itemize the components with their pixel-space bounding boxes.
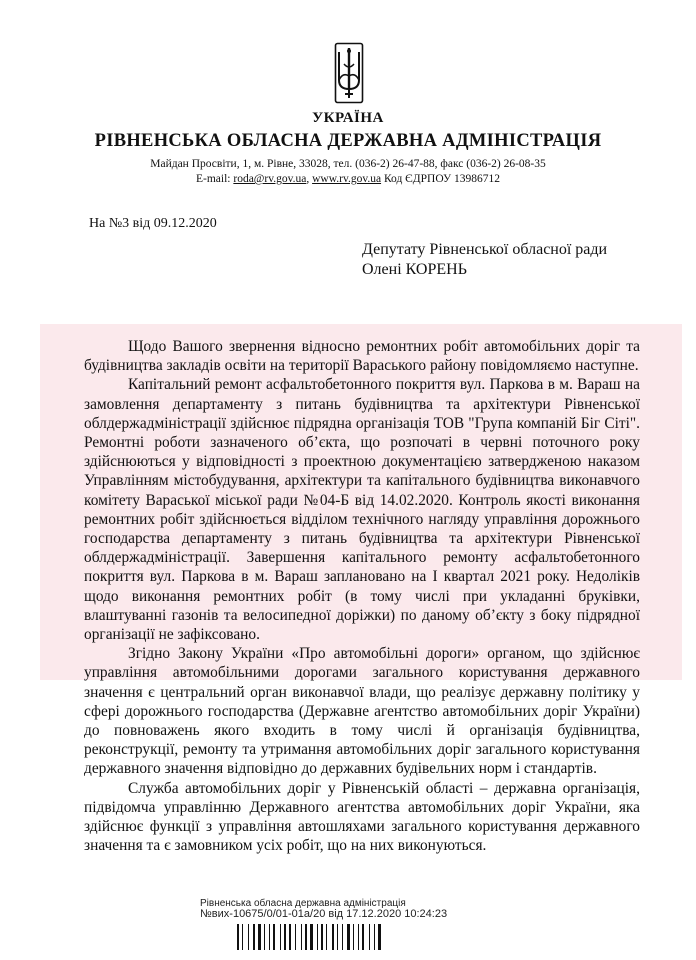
barcode-bar (362, 924, 364, 950)
agency-title: РІВНЕНСЬКА ОБЛАСНА ДЕРЖАВНА АДМІНІСТРАЦІЯ (94, 131, 602, 151)
barcode-bar (321, 924, 323, 950)
addressee-block (362, 240, 607, 280)
barcode-bar (237, 924, 239, 950)
barcode-bar (317, 924, 318, 950)
barcode-bar (242, 924, 243, 950)
registration-stamp (200, 898, 447, 920)
barcode-bar (264, 924, 265, 950)
stamp-registration: №вих-10675/0/01-01а/20 від 17.12.2020 10:24:23 (200, 908, 448, 920)
paragraph-repair: Капітальний ремонт асфальтобетонного покриття вул. Паркова в м. Вараш на замовлення департаменту з питань будівництва та архітектури Рівненської облдержадміністрації здійснює підрядна організація ТОВ "Група компаній Біг Сіті". Ремонтні роботи зазначеного об’єкта, що розпочаті в червні поточного року здійснюються у відповідності з проектною документацією затвердженою наказом Управлінням містобудування, архітектури та капітального будівництва виконавчого комітету Вараської міської ради №04-Б від 14.02.2020. Контроль якості виконання ремонтних робіт здійснюється відділом технічного нагляду управління дорожнього господарства департаменту з питань будівництва та архітектури Рівненської облдержадміністрації. Завершення капітального ремонту асфальтобетонного покриття вул. Паркова в м. Вараш заплановано на І квартал 2021 року. Недоліків щодо виконання ремонтних робіт (в тому числі при укладанні бруківки, влаштуванні газонів та велосипедної доріжки) по даному об’єкту з боку підрядної організації не зафіксовано. (84, 376, 640, 644)
barcode-bar (369, 924, 370, 950)
email-link[interactable]: roda@rv.gov.ua (233, 173, 307, 185)
barcode-bar (374, 924, 375, 950)
addressee-position: Депутату Рівненської обласної ради (362, 241, 608, 258)
barcode-bar (273, 924, 275, 950)
barcode-bar (332, 924, 334, 950)
email-label: E-mail: (195, 173, 231, 185)
paragraph-service: Служба автомобільних доріг у Рівненській області – державна організація, підвідомча управлінню Державного агентства автомобільних доріг України, яка здійснює функції з управління автошляхами загального користування державного значення та є замовником усіх робіт, що на них виконуються. (84, 779, 640, 855)
stamp-organization: Рівненська обласна державна адміністрація (200, 898, 406, 909)
barcode-bar (248, 924, 249, 950)
barcode-bar (347, 924, 350, 950)
barcode-bar (295, 924, 296, 950)
barcode-bar (289, 924, 291, 950)
barcode-bar (258, 924, 261, 950)
agency-contacts: E-mail: roda@rv.gov.ua, www.rv.gov.ua Код ЄДРПОУ 13986712 (195, 173, 500, 185)
paragraph-intro: Щодо Вашого звернення відносно ремонтних робіт автомобільних доріг та будівництва закладів освіти на території Вараського району повідомляємо наступне. (84, 338, 640, 375)
barcode-bar (253, 924, 255, 950)
addressee-name: Олені КОРЕНЬ (362, 261, 467, 278)
trident-emblem-icon (334, 42, 364, 104)
edrpou-code: Код ЄДРПОУ 13986712 (383, 173, 500, 185)
barcode-bar (353, 924, 354, 950)
barcode-bar (301, 924, 302, 950)
barcode-bar (280, 924, 281, 950)
barcode-bar (284, 924, 286, 950)
barcode-bar (337, 924, 338, 950)
barcode-bar (310, 924, 313, 950)
letter-body (84, 337, 640, 855)
reference-number: На №3 від 09.12.2020 (89, 216, 217, 231)
barcode-bar (305, 924, 307, 950)
barcode-bar (326, 924, 327, 950)
website-link[interactable]: www.rv.gov.ua (312, 173, 382, 185)
paragraph-law: Згідно Закону України «Про автомобільні дороги» органом, що здійснює управління автомобільними дорогами загального користування державного значення є центральний орган виконавчої влади, що реалізує державну політику у сфері дорожнього господарства (Державне агентство автомобільних доріг України) до повноважень якого входить в тому числі й організація будівництва, реконструкції, ремонту та утримання автомобільних доріг загального користування державного значення відповідно до державних будівельних норм і стандартів. (84, 645, 640, 778)
barcode-bar (269, 924, 270, 950)
barcode-bar (342, 924, 343, 950)
agency-address: Майдан Просвіти, 1, м. Рівне, 33028, тел. (036-2) 26-47-88, факс (036-2) 26-08-35 (150, 158, 546, 170)
barcode-bar (378, 924, 381, 950)
barcode-bar (358, 924, 359, 950)
country-title: УКРАЇНА (312, 110, 384, 126)
barcode (237, 924, 447, 950)
